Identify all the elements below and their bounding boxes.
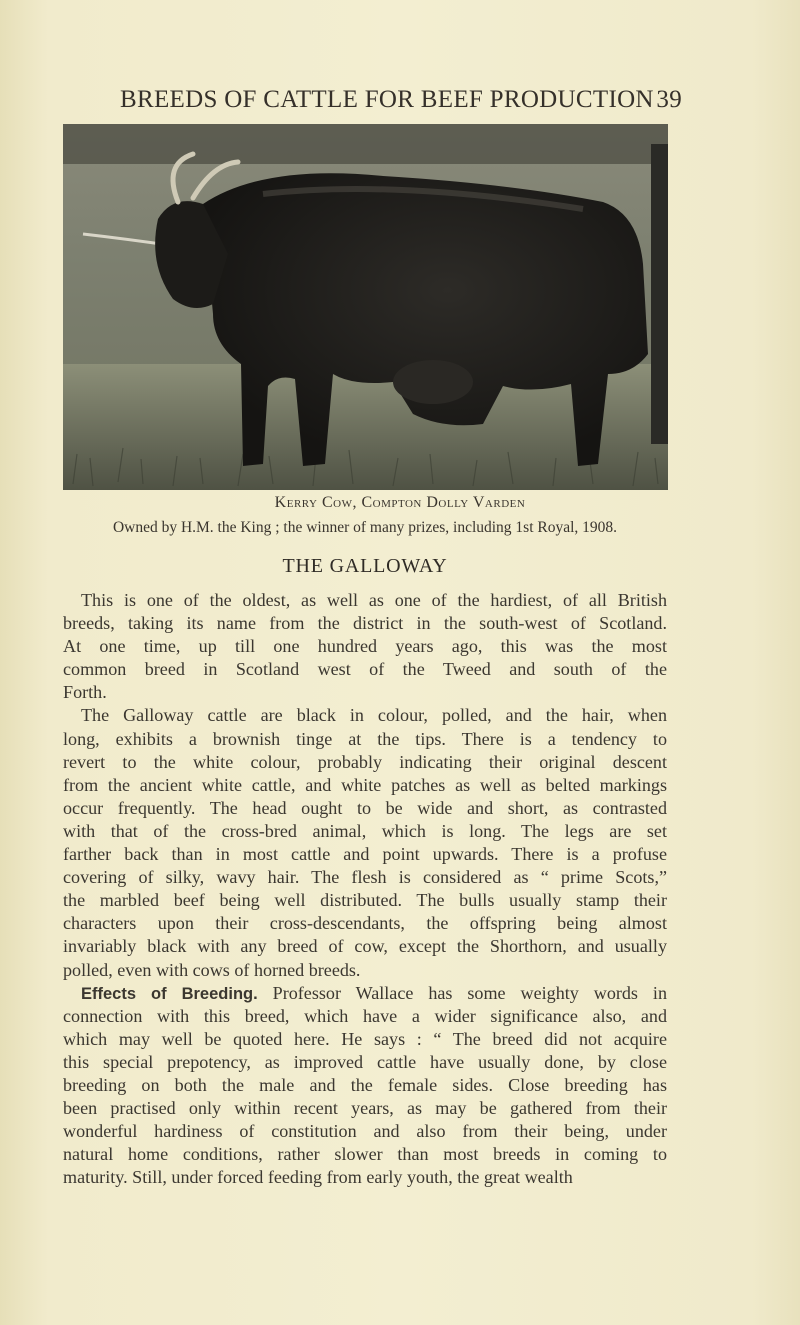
body-line bbox=[63, 1005, 667, 1028]
body-line bbox=[63, 843, 667, 866]
body-line-text: which may well be quoted here. He says : “ The breed did not acquire bbox=[63, 1028, 667, 1049]
body-line-text: revert to the white colour, probably indicating their original descent bbox=[63, 751, 667, 772]
cow-photograph-image bbox=[63, 124, 668, 490]
body-line bbox=[63, 728, 667, 751]
body-line bbox=[63, 866, 667, 889]
body-line bbox=[63, 1074, 667, 1097]
body-line bbox=[63, 820, 667, 843]
body-line-text: breeds, taking its name from the district in the south-west of Scotland. bbox=[63, 613, 667, 634]
body-line bbox=[63, 1051, 667, 1074]
figure-caption-detail: Owned by H.M. the King ; the winner of many prizes, including 1st Royal, 1908. bbox=[112, 519, 618, 536]
body-text bbox=[63, 589, 667, 1189]
body-line bbox=[63, 797, 667, 820]
body-line-text: common breed in Scotland west of the Tweed and south of the bbox=[63, 659, 667, 680]
body-line-text: At one time, up till one hundred years ago, this was the most bbox=[63, 636, 667, 657]
section-heading: THE GALLOWAY bbox=[282, 555, 448, 577]
body-line-text: Professor Wallace has some weighty words in bbox=[257, 982, 667, 1003]
body-line bbox=[63, 635, 667, 658]
body-line-text: from the ancient white cattle, and white patches as well as belted markings bbox=[63, 774, 667, 795]
body-line bbox=[63, 589, 667, 612]
body-line-text: The Galloway cattle are black in colour, polled, and the hair, when bbox=[81, 705, 667, 726]
body-line bbox=[63, 889, 667, 912]
body-line-text: the marbled beef being well distributed. The bulls usually stamp their bbox=[63, 890, 667, 911]
body-line bbox=[63, 704, 667, 727]
body-line-text: this special prepotency, as improved cattle have usually done, by close bbox=[63, 1051, 667, 1072]
body-line bbox=[63, 935, 667, 958]
figure-caption-title: Kerry Cow, Compton Dolly Varden bbox=[274, 494, 526, 511]
body-line-text: This is one of the oldest, as well as one of the hardiest, of all British bbox=[81, 590, 667, 610]
body-line bbox=[63, 982, 667, 1005]
body-line-text: with that of the cross-bred animal, which is long. The legs are set bbox=[63, 820, 667, 841]
body-line bbox=[63, 681, 667, 704]
body-line bbox=[63, 612, 667, 635]
body-line-text: covering of silky, wavy hair. The flesh is considered as “ prime Scots,” bbox=[63, 867, 667, 888]
cow-photograph bbox=[63, 124, 668, 490]
body-line bbox=[63, 751, 667, 774]
body-line bbox=[63, 774, 667, 797]
body-line-text: connection with this breed, which have a wider significance also, and bbox=[63, 1005, 667, 1026]
body-line bbox=[63, 912, 667, 935]
body-line-text: farther back than in most cattle and point upwards. There is a profuse bbox=[63, 844, 667, 865]
body-line-text: been practised only within recent years, as may be gathered from their bbox=[63, 1098, 667, 1119]
body-line bbox=[63, 658, 667, 681]
body-line-text: occur frequently. The head ought to be wide and short, as contrasted bbox=[63, 797, 667, 818]
page-number: 39 bbox=[656, 86, 682, 113]
body-line-text: Forth. bbox=[63, 682, 107, 703]
inline-subheading: Effects of Breeding. bbox=[81, 984, 258, 1003]
running-head-title: BREEDS OF CATTLE FOR BEEF PRODUCTION bbox=[120, 86, 654, 113]
body-line-text: natural home conditions, rather slower than most breeds in coming to bbox=[63, 1144, 667, 1165]
body-line-text: long, exhibits a brownish tinge at the tips. There is a tendency to bbox=[63, 728, 667, 749]
body-line-text: characters upon their cross-descendants, the offspring being almost bbox=[63, 913, 667, 934]
body-line bbox=[63, 1143, 667, 1166]
body-line bbox=[63, 1028, 667, 1051]
body-line bbox=[63, 1166, 667, 1189]
body-line-text: wonderful hardiness of constitution and also from their being, under bbox=[63, 1121, 667, 1142]
body-line-text: breeding on both the male and the female sides. Close breeding has bbox=[63, 1074, 667, 1095]
body-line bbox=[63, 959, 667, 982]
body-line-text: polled, even with cows of horned breeds. bbox=[63, 959, 361, 980]
body-line-text: invariably black with any breed of cow, except the Shorthorn, and usually bbox=[63, 936, 667, 957]
body-line bbox=[63, 1097, 667, 1120]
body-line bbox=[63, 1120, 667, 1143]
body-line-text: maturity. Still, under forced feeding from early youth, the great wealth bbox=[63, 1167, 573, 1188]
